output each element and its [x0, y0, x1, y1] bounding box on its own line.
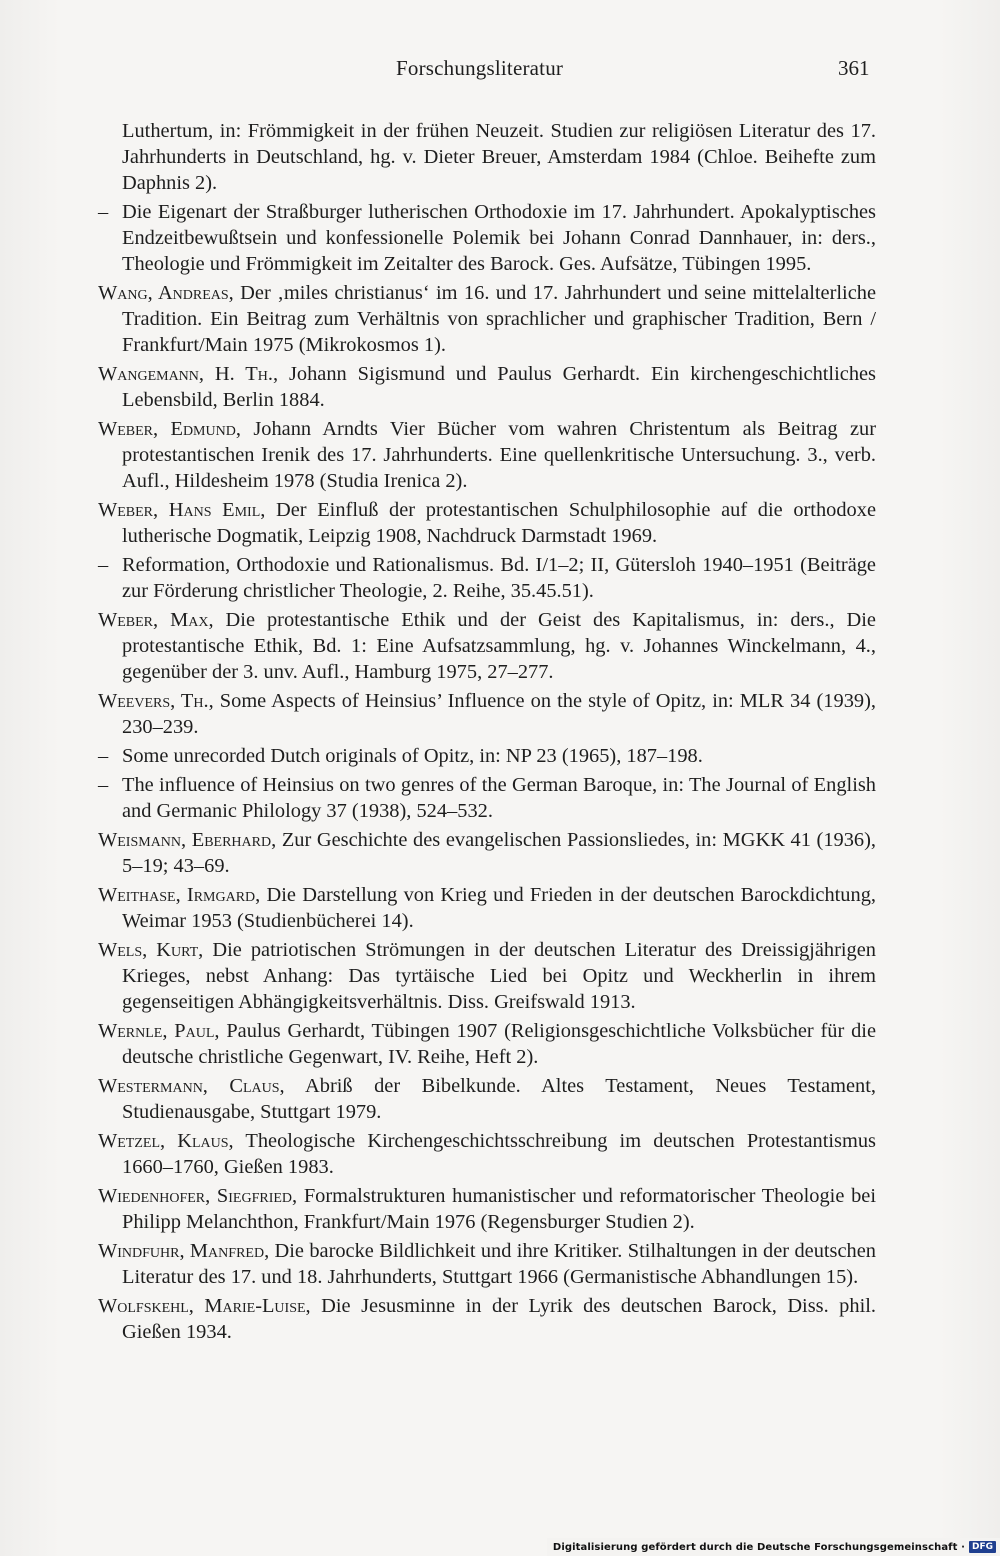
entry-author: Westermann, Claus,: [98, 1075, 285, 1097]
entry-author: Wolfskehl, Marie-Luise,: [98, 1295, 311, 1317]
bibliography-entry: [98, 937, 876, 1015]
bibliography-entry: [98, 1073, 876, 1125]
bibliography-entry: [98, 199, 876, 277]
bibliography-entry: [98, 688, 876, 740]
bibliography-entry: [98, 497, 876, 549]
entry-text: Die patriotischen Strömungen in der deutschen Literatur des Dreissigjährigen Krieges, nebst Anhang: Das tyrtäische Lied bei Opitz und Weckherlin in ihrem gegenseitigen Abhängigkeitsverhältnis. Diss. Greifswald 1913.: [122, 939, 876, 1013]
bibliography-entry: [98, 1183, 876, 1235]
entry-text: Die Eigenart der Straßburger lutherischen Orthodoxie im 17. Jahrhundert. Apokalyptisches Endzeitbewußtsein und konfessionelle Polemik bei Johann Conrad Dannhauer, in: ders., Theologie und Frömmigkeit im Zeitalter des Barock. Ges. Aufsätze, Tübingen 1995.: [122, 201, 876, 275]
entry-author: Wiedenhofer, Siegfried,: [98, 1185, 298, 1207]
entry-author: Weber, Hans Emil,: [98, 499, 266, 521]
footer-credit: Digitalisierung gefördert durch die Deutsche Forschungsgemeinschaft ·: [552, 1541, 965, 1553]
entry-text: Die barocke Bildlichkeit und ihre Kritiker. Stilhaltungen in der deutschen Literatur des 17. und 18. Jahrhunderts, Stuttgart 1966 (Germanistische Abhandlungen 15).: [122, 1240, 876, 1288]
entry-text: Die Darstellung von Krieg und Frieden in der deutschen Barockdichtung, Weimar 1953 (Studienbücherei 14).: [122, 884, 876, 932]
ditto-dash: –: [98, 745, 109, 767]
entry-text: Theologische Kirchengeschichtsschreibung im deutschen Protestantismus 1660–1760, Gießen 1983.: [122, 1130, 876, 1178]
bibliography-entry: [98, 361, 876, 413]
entry-text: Der Einfluß der protestantischen Schulphilosophie auf die orthodoxe lutherische Dogmatik, Leipzig 1908, Nachdruck Darmstadt 1969.: [122, 499, 877, 547]
bibliography-entry: [98, 280, 876, 358]
digitization-footer: [547, 1538, 1000, 1556]
bibliography-entry: [98, 827, 876, 879]
entry-text: Johann Sigismund und Paulus Gerhardt. Ein kirchengeschichtliches Lebensbild, Berlin 1884.: [122, 363, 876, 411]
entry-author: Wetzel, Klaus,: [98, 1130, 234, 1152]
bibliography-entry: [98, 1238, 876, 1290]
bibliography-entry: [98, 743, 876, 769]
entry-text: Paulus Gerhardt, Tübingen 1907 (Religionsgeschichtliche Volksbücher für die deutsche christliche Gegenwart, IV. Reihe, Heft 2).: [122, 1020, 876, 1068]
bibliography-entry: [98, 118, 876, 196]
entry-author: Wels, Kurt,: [98, 939, 204, 961]
ditto-dash: –: [98, 201, 109, 223]
entry-text: Reformation, Orthodoxie und Rationalismus. Bd. I/1–2; II, Gütersloh 1940–1951 (Beiträge zur Förderung christlicher Theologie, 2. Reihe, 35.45.51).: [122, 554, 876, 602]
entry-text: Some Aspects of Heinsius’ Influence on the style of Opitz, in: MLR 34 (1939), 230–239.: [122, 690, 876, 738]
entry-author: Weevers, Th.,: [98, 690, 214, 712]
bibliography-list: [98, 118, 876, 1348]
entry-author: Wangemann, H. Th.,: [98, 363, 279, 385]
entry-text: Luthertum, in: Frömmigkeit in der frühen Neuzeit. Studien zur religiösen Literatur des 17. Jahrhunderts in Deutschland, hg. v. Dieter Breuer, Amsterdam 1984 (Chloe. Beihefte zum Daphnis 2).: [122, 120, 876, 194]
entry-author: Weber, Edmund,: [98, 418, 241, 440]
bibliography-entry: [98, 1018, 876, 1070]
ditto-dash: –: [98, 554, 109, 576]
entry-text: Die Jesusminne in der Lyrik des deutschen Barock, Diss. phil. Gießen 1934.: [122, 1295, 877, 1343]
bibliography-entry: [98, 416, 876, 494]
bibliography-entry: [98, 882, 876, 934]
entry-author: Weber, Max,: [98, 609, 214, 631]
ditto-dash: –: [98, 774, 109, 796]
entry-author: Windfuhr, Manfred,: [98, 1240, 270, 1262]
entry-text: Die protestantische Ethik und der Geist des Kapitalismus, in: ders., Die protestantische Ethik, Bd. 1: Eine Aufsatzsammlung, hg. v. Johannes Winckelmann, 4., gegenüber der 3. unv. Aufl., Hamburg 1975, 27–277.: [122, 609, 876, 683]
entry-author: Weithase, Irmgard,: [98, 884, 261, 906]
entry-text: Some unrecorded Dutch originals of Opitz, in: NP 23 (1965), 187–198.: [122, 745, 703, 767]
bibliography-entry: [98, 1293, 876, 1345]
entry-author: Weismann, Eberhard,: [98, 829, 277, 851]
entry-author: Wernle, Paul,: [98, 1020, 220, 1042]
entry-author: Wang, Andreas,: [98, 282, 234, 304]
entry-text: The influence of Heinsius on two genres of the German Baroque, in: The Journal of English and Germanic Philology 37 (1938), 524–532.: [122, 774, 876, 822]
page-header: [0, 56, 1000, 90]
dfg-logo-icon: DFG: [969, 1541, 996, 1553]
bibliography-entry: [98, 772, 876, 824]
bibliography-entry: [98, 1128, 876, 1180]
entry-text: Johann Arndts Vier Bücher vom wahren Christentum als Beitrag zur protestantischen Irenik des 17. Jahrhunderts. Eine quellenkritische Untersuchung. 3., verb. Aufl., Hildesheim 1978 (Studia Irenica 2).: [122, 418, 877, 492]
entry-text: Zur Geschichte des evangelischen Passionsliedes, in: MGKK 41 (1936), 5–19; 43–69.: [122, 829, 876, 877]
running-title: Forschungsliteratur: [396, 56, 564, 80]
entry-text: Abriß der Bibelkunde. Altes Testament, Neues Testament, Studienausgabe, Stuttgart 1979.: [122, 1075, 876, 1123]
bibliography-entry: [98, 552, 876, 604]
page-number: 361: [838, 56, 870, 80]
entry-text: Formalstrukturen humanistischer und reformatorischer Theologie bei Philipp Melanchthon, Frankfurt/Main 1976 (Regensburger Studien 2).: [122, 1185, 876, 1233]
entry-text: Der ‚miles christianus‘ im 16. und 17. Jahrhundert und seine mittelalterliche Tradition. Ein Beitrag zum Verhältnis von sprachlicher und graphischer Tradition, Bern / Frankfurt/Main 1975 (Mikrokosmos 1).: [122, 282, 876, 356]
bibliography-entry: [98, 607, 876, 685]
